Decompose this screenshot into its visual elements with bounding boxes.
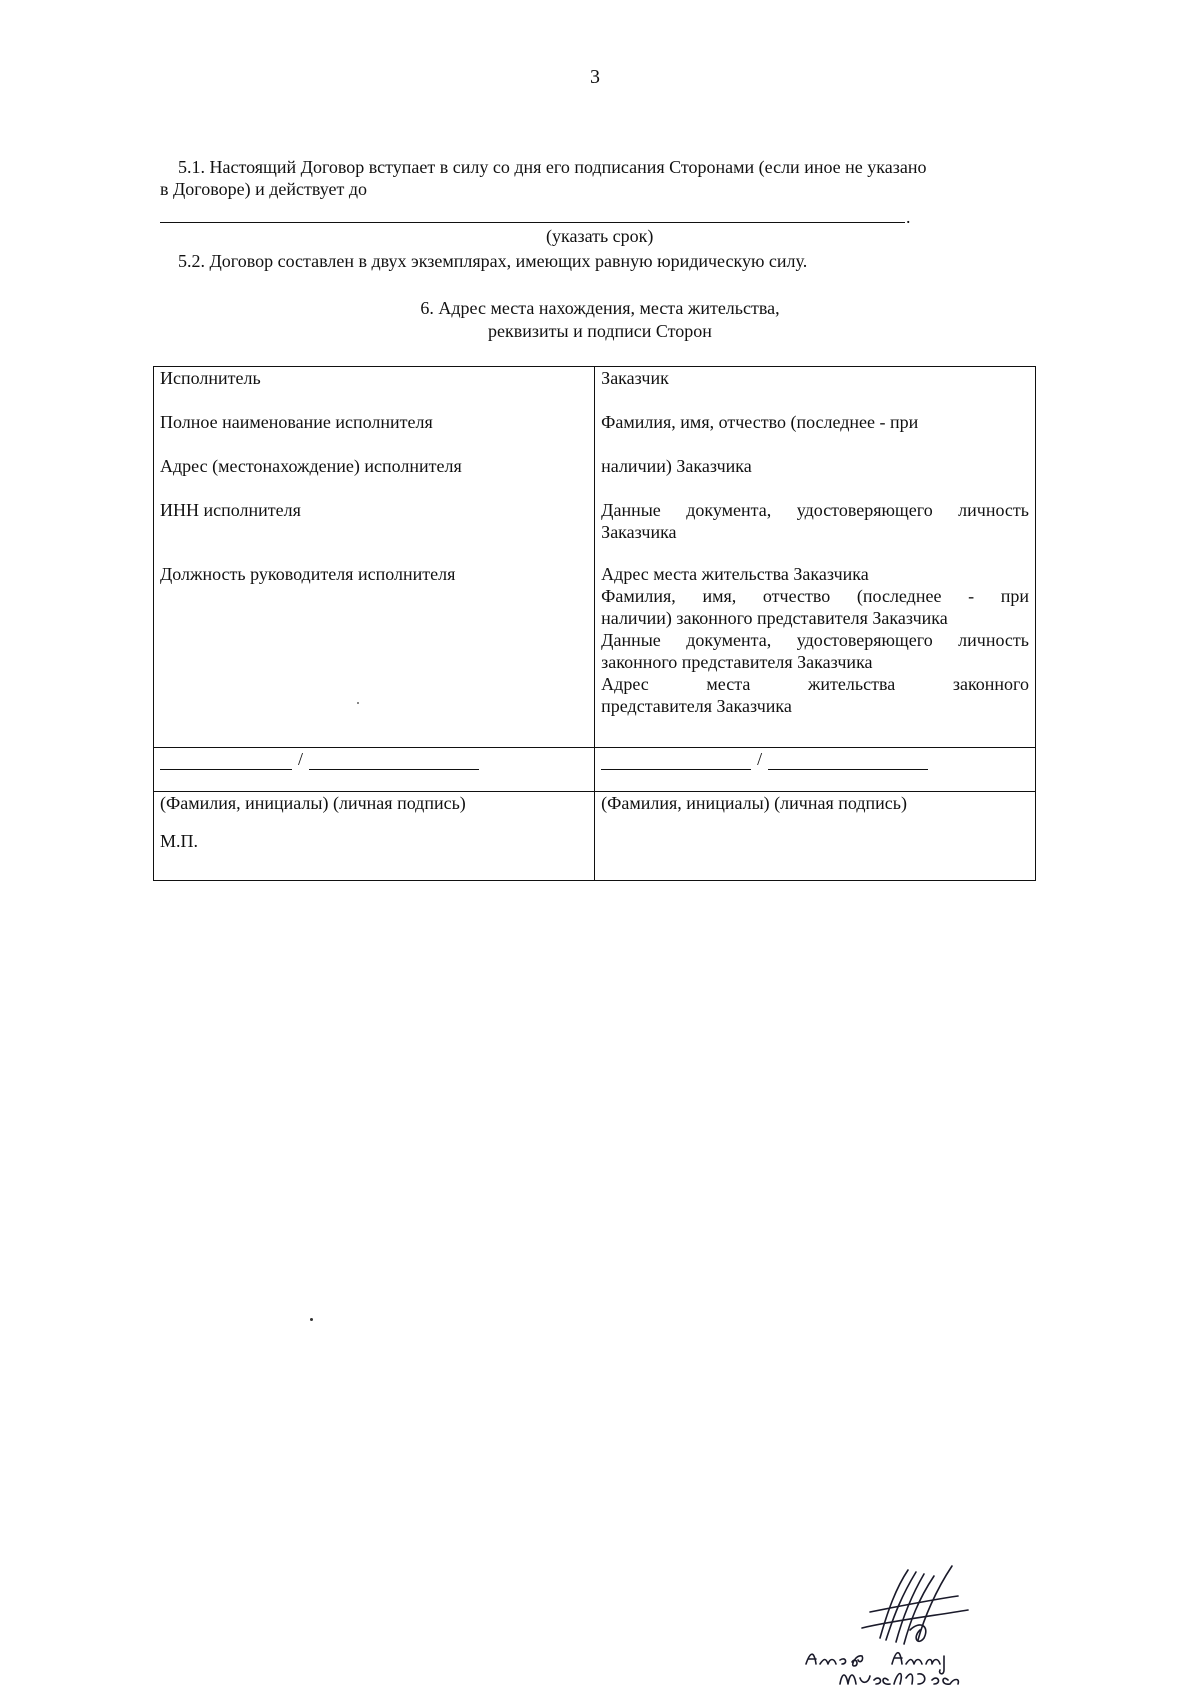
clause-5-1 — [160, 156, 1030, 200]
section-6-title — [0, 297, 1200, 343]
scan-speck — [310, 1318, 313, 1321]
executor-stamp-label: М.П. — [160, 831, 199, 851]
clause-5-2-text: 5.2. Договор составлен в двух экземплярах, имеющих равную юридическую силу. — [178, 251, 808, 271]
customer-details-cell — [595, 367, 1036, 748]
executor-sign-caption: (Фамилия, инициалы) (личная подпись) — [160, 793, 466, 813]
customer-heading: Заказчик — [601, 368, 669, 388]
clause-5-1-line2: в Договоре) и действует до — [160, 179, 367, 199]
handwritten-signature — [800, 1560, 1060, 1690]
term-hint: (указать срок) — [546, 226, 654, 246]
customer-name-blank[interactable] — [601, 751, 751, 770]
executor-field-inn: ИНН исполнителя — [160, 500, 301, 520]
scan-speck — [357, 702, 359, 704]
section-6-title-line2: реквизиты и подписи Сторон — [488, 321, 712, 341]
executor-signature-blank[interactable] — [309, 751, 479, 770]
customer-doc-line1: Данные документа, удостоверяющего личность — [601, 500, 1029, 520]
executor-sign-cell — [154, 748, 595, 792]
parties-table — [153, 366, 1036, 881]
customer-sign-cell — [595, 748, 1036, 792]
section-6-title-line1: 6. Адрес места нахождения, места жительства, — [420, 298, 780, 318]
page-number: 3 — [590, 66, 600, 88]
customer-sign-separator: / — [757, 749, 763, 769]
rep-fio-line2: наличии) законного представителя Заказчика — [601, 608, 948, 628]
term-fill-line — [160, 222, 905, 223]
rep-doc-line1: Данные документа, удостоверяющего личность — [601, 630, 1029, 650]
executor-name-blank[interactable] — [160, 751, 292, 770]
customer-caption-cell — [595, 792, 1036, 881]
executor-field-address: Адрес (местонахождение) исполнителя — [160, 456, 462, 476]
customer-doc-line2: Заказчика — [601, 522, 677, 542]
rep-doc-line2: законного представителя Заказчика — [601, 652, 873, 672]
term-end-mark: . — [906, 207, 911, 227]
rep-address-line2: представителя Заказчика — [601, 696, 792, 716]
customer-signature-blank[interactable] — [768, 751, 928, 770]
executor-field-head-position: Должность руководителя исполнителя — [160, 564, 456, 584]
rep-address-line1: Адрес места жительства законного — [601, 674, 1029, 694]
rep-fio-line1: Фамилия, имя, отчество (последнее - при — [601, 586, 1029, 606]
customer-fio-line2: наличии) Заказчика — [601, 456, 752, 476]
executor-field-name: Полное наименование исполнителя — [160, 412, 433, 432]
executor-details-cell — [154, 367, 595, 748]
customer-sign-caption: (Фамилия, инициалы) (личная подпись) — [601, 793, 907, 813]
clause-5-1-line1: 5.1. Настоящий Договор вступает в силу со дня его подписания Сторонами (если иное не указано — [178, 157, 927, 177]
clause-5-2 — [160, 250, 807, 272]
executor-heading: Исполнитель — [160, 368, 261, 388]
customer-address: Адрес места жительства Заказчика — [601, 564, 869, 584]
executor-sign-separator: / — [298, 749, 304, 769]
executor-caption-cell — [154, 792, 595, 881]
customer-fio-line1: Фамилия, имя, отчество (последнее - при — [601, 412, 919, 432]
